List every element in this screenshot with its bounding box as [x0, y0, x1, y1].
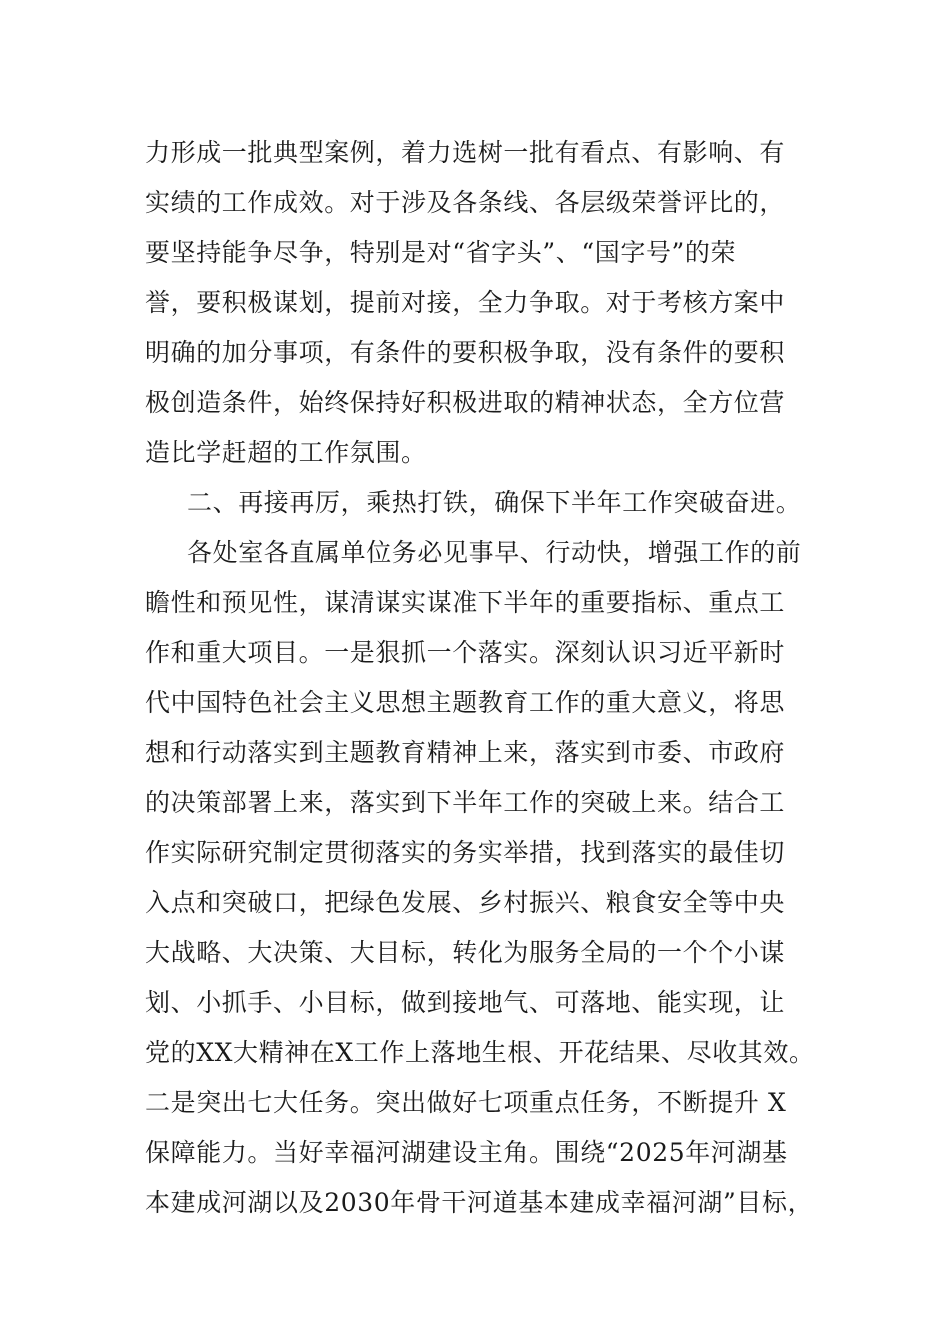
text-line: 本建成河湖以及2030年骨干河道基本建成幸福河湖”目标，: [145, 1188, 814, 1217]
text-line: 的决策部署上来，落实到下半年工作的突破上来。结合工: [145, 788, 786, 817]
text-line: 作和重大项目。一是狠抓一个落实。深刻认识习近平新时: [145, 638, 786, 667]
section-heading: 二、再接再厉，乘热打铁，确保下半年工作突破奋进。: [187, 488, 802, 517]
text-line: 二是突出七大任务。突出做好七项重点任务，不断提升 X: [145, 1088, 787, 1117]
text-line: 入点和突破口，把绿色发展、乡村振兴、粮食安全等中央: [145, 888, 786, 917]
text-line: 作实际研究制定贯彻落实的务实举措，找到落实的最佳切: [145, 838, 786, 867]
text-line: 造比学赶超的工作氛围。: [145, 438, 427, 467]
text-line: 想和行动落实到主题教育精神上来，落实到市委、市政府: [145, 738, 786, 767]
text-line: 大战略、大决策、大目标，转化为服务全局的一个个小谋: [145, 938, 786, 967]
text-line: 力形成一批典型案例，着力选树一批有看点、有影响、有: [145, 138, 786, 167]
text-line: 誉，要积极谋划，提前对接，全力争取。对于考核方案中: [145, 288, 786, 317]
text-line: 明确的加分事项，有条件的要积极争取，没有条件的要积: [145, 338, 786, 367]
text-line: 极创造条件，始终保持好积极进取的精神状态，全方位营: [145, 388, 786, 417]
text-line: 要坚持能争尽争，特别是对“省字头”、“国字号”的荣: [145, 238, 737, 267]
text-line: 划、小抓手、小目标，做到接地气、可落地、能实现，让: [145, 988, 786, 1017]
text-line: 实绩的工作成效。对于涉及各条线、各层级荣誉评比的，: [145, 188, 786, 217]
text-line: 党的XX大精神在X工作上落地生根、开花结果、尽收其效。: [145, 1038, 815, 1067]
text-line: 代中国特色社会主义思想主题教育工作的重大意义，将思: [145, 688, 786, 717]
text-line: 瞻性和预见性，谋清谋实谋准下半年的重要指标、重点工: [145, 588, 786, 617]
text-line: 各处室各直属单位务必见事早、行动快，增强工作的前: [187, 538, 802, 567]
text-line: 保障能力。当好幸福河湖建设主角。围绕“2025年河湖基: [145, 1138, 788, 1167]
